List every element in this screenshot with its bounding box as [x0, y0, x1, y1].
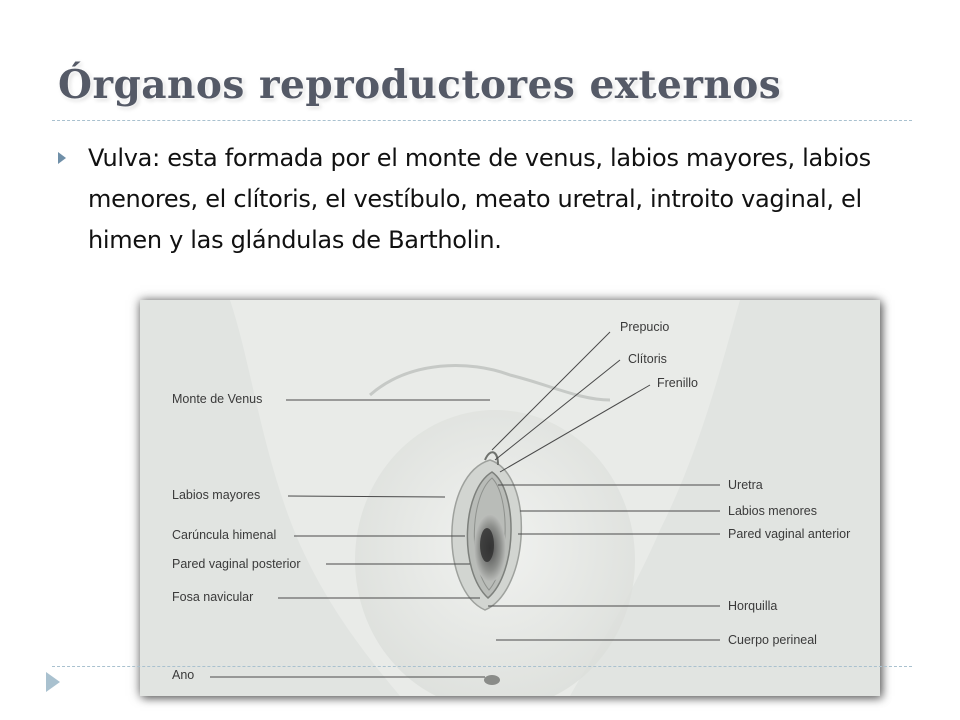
label-pared-posterior: Pared vaginal posterior	[172, 557, 301, 571]
bullet-arrow-icon	[58, 152, 66, 164]
label-cuerpo-perineal: Cuerpo perineal	[728, 633, 817, 647]
label-prepucio: Prepucio	[620, 320, 670, 334]
anatomy-figure	[140, 300, 880, 696]
label-labios-mayores: Labios mayores	[172, 488, 261, 502]
footer-divider	[52, 666, 912, 667]
title-divider	[52, 120, 912, 121]
corner-arrow-icon	[46, 672, 60, 692]
label-caruncula: Carúncula himenal	[172, 528, 277, 542]
label-fosa-navicular: Fosa navicular	[172, 590, 254, 604]
label-frenillo: Frenillo	[657, 376, 698, 390]
bullet-item	[58, 138, 878, 261]
label-pared-anterior: Pared vaginal anterior	[728, 527, 851, 541]
label-monte-venus: Monte de Venus	[172, 392, 263, 406]
label-horquilla: Horquilla	[728, 599, 778, 613]
slide-title: Órganos reproductores externos	[58, 62, 782, 108]
bullet-text: Vulva: esta formada por el monte de venus, labios mayores, labios menores, el clítoris, el vestíbulo, meato uretral, introito vaginal, el himen y las glándulas de Bartholin.	[88, 144, 871, 254]
label-ano: Ano	[172, 668, 195, 682]
label-clitoris: Clítoris	[628, 352, 667, 366]
label-uretra: Uretra	[728, 478, 763, 492]
label-labios-menores: Labios menores	[728, 504, 817, 518]
